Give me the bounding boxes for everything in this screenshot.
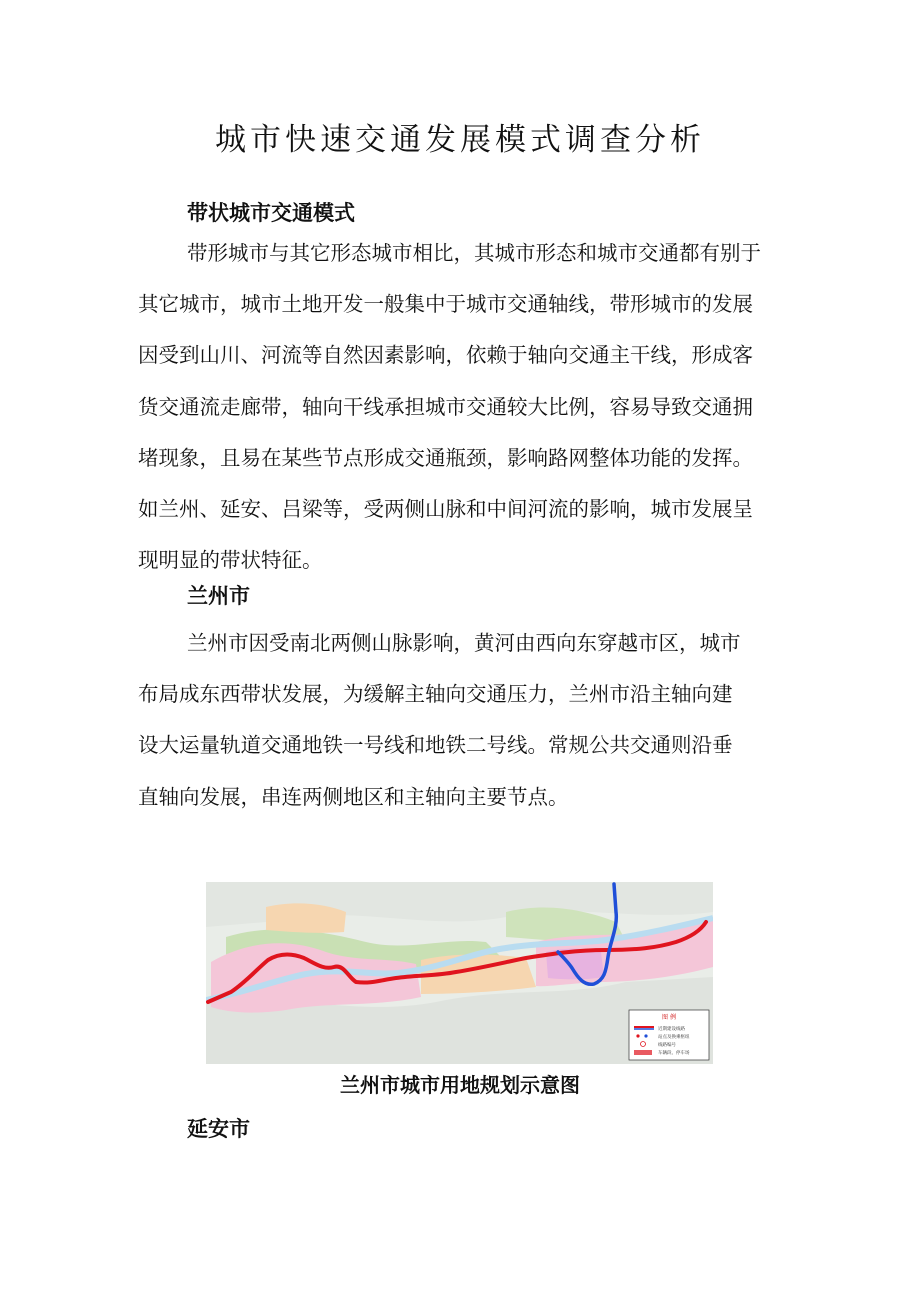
figure-caption: 兰州市城市用地规划示意图 <box>340 1073 580 1097</box>
paragraph-lanzhou <box>138 618 798 823</box>
lanzhou-land-use-map <box>206 882 713 1064</box>
legend-item: 车辆段、停车场 <box>658 1051 690 1056</box>
text-line: 因受到山川、河流等自然因素影响，依赖于轴向交通主干线，形成客 <box>138 343 753 368</box>
section-heading-lanzhou: 兰州市 <box>187 584 250 608</box>
legend-title: 图 例 <box>662 1014 676 1021</box>
section-heading-belt-city: 带状城市交通模式 <box>187 201 355 225</box>
paragraph-belt-city <box>138 228 798 586</box>
text-line: 如兰州、延安、吕梁等，受两侧山脉和中间河流的影响，城市发展呈 <box>138 497 753 522</box>
page-title: 城市快速交通发展模式调查分析 <box>215 122 705 158</box>
legend-swatch-station <box>644 1034 647 1037</box>
text-line: 货交通流走廊带，轴向干线承担城市交通较大比例，容易导致交通拥 <box>138 394 753 419</box>
legend-item: 近期建设线路 <box>658 1027 685 1032</box>
map-legend <box>629 1010 709 1060</box>
text-line: 布局成东西带状发展，为缓解主轴向交通压力，兰州市沿主轴向建 <box>138 682 733 707</box>
text-line: 现明显的带状特征。 <box>138 548 323 573</box>
section-heading-yanan: 延安市 <box>187 1117 250 1141</box>
text-line: 带形城市与其它形态城市相比，其城市形态和城市交通都有别于 <box>187 241 761 265</box>
text-line: 设大运量轨道交通地铁一号线和地铁二号线。常规公共交通则沿垂 <box>138 733 733 758</box>
text-line: 堵现象，且易在某些节点形成交通瓶颈，影响路网整体功能的发挥。 <box>138 445 753 470</box>
legend-item: 站点及换乘枢纽 <box>658 1035 690 1040</box>
text-line: 直轴向发展，串连两侧地区和主轴向主要节点。 <box>138 784 569 809</box>
map-image <box>206 882 713 1064</box>
text-line: 兰州市因受南北两侧山脉影响，黄河由西向东穿越市区，城市 <box>187 631 741 655</box>
legend-swatch-station <box>636 1034 639 1037</box>
legend-swatch-depot <box>634 1050 652 1055</box>
text-line: 其它城市，城市土地开发一般集中于城市交通轴线，带形城市的发展 <box>138 292 753 317</box>
legend-item: 线路编号 <box>658 1043 676 1048</box>
